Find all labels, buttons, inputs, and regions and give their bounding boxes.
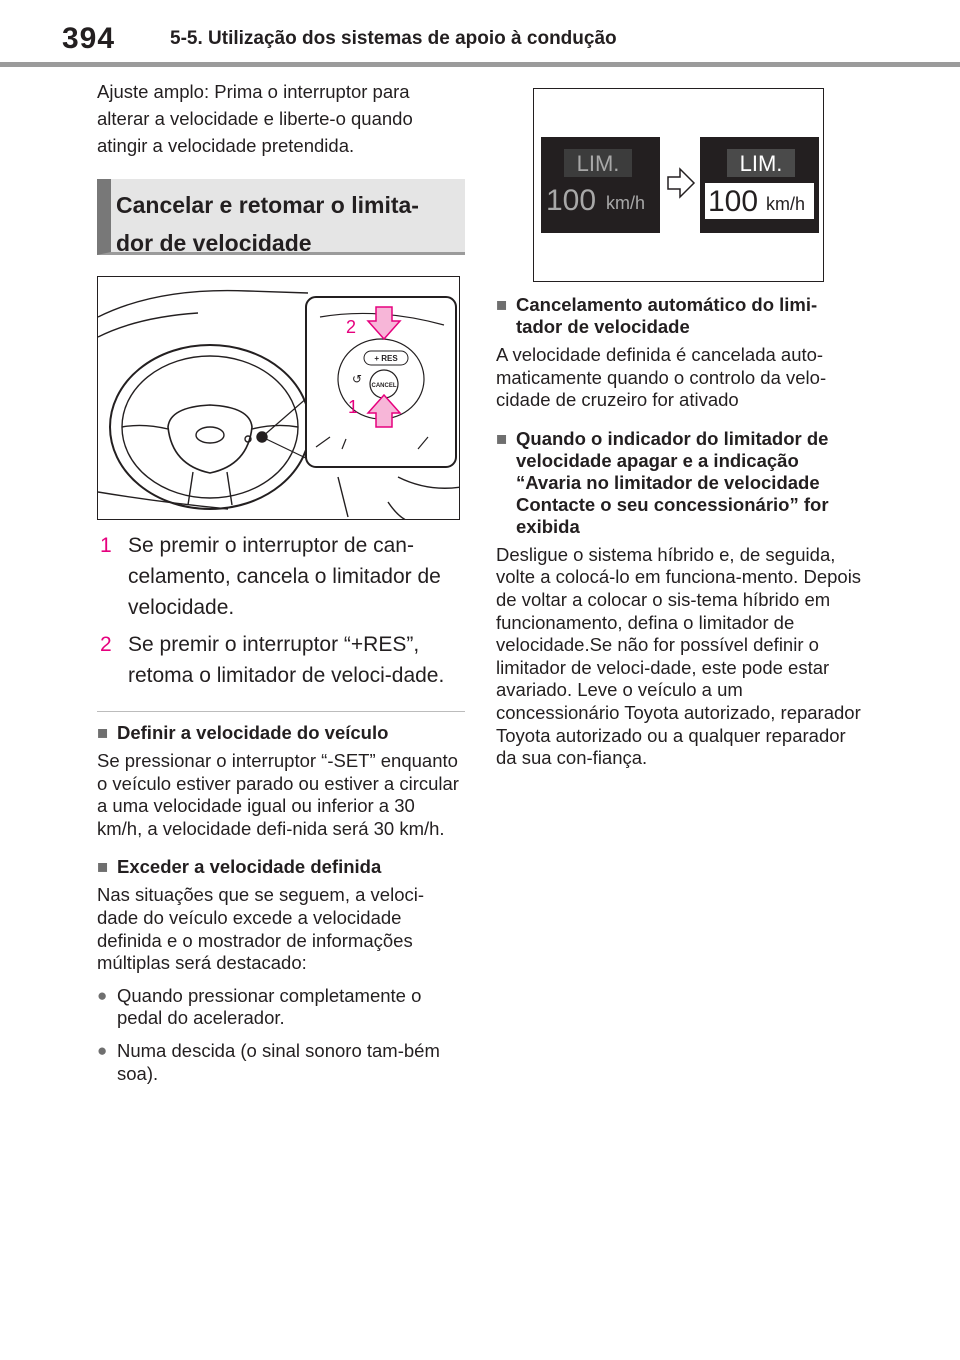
list-item: [97, 985, 465, 1030]
cancel-label: CANCEL: [371, 383, 397, 389]
steering-wheel-illustration: [98, 277, 460, 520]
subheading-definir: [97, 722, 465, 744]
paragraph: A velocidade definida é cancelada auto-maticamente quando o controlo da velo-cidade de cruzeiro for ativado: [496, 344, 827, 411]
res-label: + RES: [374, 354, 398, 363]
subheading-text: Definir a velocidade do veículo: [117, 722, 389, 743]
bullet-text: Quando pressionar completamente o pedal do acelerador.: [117, 984, 422, 1029]
left-column: [97, 78, 465, 1085]
subheading-text: Exceder a velocidade definida: [117, 856, 382, 878]
round-bullet-icon: ●: [97, 1040, 108, 1060]
unit-dim: km/h: [606, 193, 646, 213]
section-banner: [97, 179, 465, 255]
square-bullet-icon: ■: [496, 427, 508, 449]
round-bullet-icon: ●: [97, 985, 108, 1005]
speed-limiter-display: [534, 89, 825, 283]
steering-wheel-figure: [97, 276, 460, 520]
section-banner-line-2: dor de velocidade: [116, 230, 312, 256]
section-title: 5-5. Utilização dos sistemas de apoio à condução: [170, 28, 617, 49]
paragraph: Desligue o sistema híbrido e, de seguida, volte a colocá-lo em funciona-mento. Depois de voltar a colocar o sis-tema híbrido em funcionamento, defina o limitador de velocidade.Se não for possível definir o limitador de veloci-dade, este pode estar avariado. Leve o veículo a um concessionário Toyota autorizado, reparador Toyota autorizado ou a qualquer reparador da sua con-fiança.: [496, 543, 862, 769]
callout-2: 2: [346, 317, 357, 337]
page-header: [0, 0, 960, 66]
subheading-cancelamento: [496, 294, 862, 338]
callout-1: 1: [348, 397, 359, 417]
list-item: [97, 629, 465, 691]
bullet-text: Numa descida (o sinal sonoro tam-bém soa).: [117, 1039, 440, 1084]
lim-label-dim: LIM.: [576, 151, 620, 176]
divider: [97, 711, 465, 712]
paragraph: Se pressionar o interruptor “-SET” enquanto o veículo estiver parado ou estiver a circular a uma velocidade igual ou inferior a 30 km/h, a velocidade defi-nida será 30 km/h.: [97, 750, 459, 839]
intro-paragraph: Ajuste amplo: Prima o interruptor para alterar a velocidade e liberte-o quando atingir a velocidade pretendida.: [97, 81, 413, 156]
step-text: Se premir o interruptor “+RES”, retoma o limitador de veloci-dade.: [128, 633, 445, 687]
step-number: 1: [100, 534, 112, 557]
cruise-icon: ↺: [352, 372, 363, 386]
list-item: [97, 530, 465, 623]
section-banner-title: [116, 186, 419, 262]
section-banner-line-1: Cancelar e retomar o limita-: [116, 192, 419, 218]
speed-limiter-display-figure: [533, 88, 824, 282]
page-number: 394: [62, 22, 116, 55]
step-number: 2: [100, 633, 112, 656]
lim-label: LIM.: [739, 151, 783, 176]
subheading-indicador: [496, 428, 862, 538]
unit: km/h: [766, 194, 806, 214]
square-bullet-icon: ■: [97, 856, 109, 878]
subheading-text: Cancelamento automático do limi-tador de velocidade: [516, 294, 818, 337]
right-outline-arrow-icon: [668, 169, 694, 197]
step-list: [97, 530, 465, 691]
list-item: [97, 1040, 465, 1085]
step-text: Se premir o interruptor de can-celamento, cancela o limitador de velocidade.: [128, 534, 441, 619]
speed-value-dim: 100: [546, 184, 597, 217]
square-bullet-icon: ■: [496, 294, 508, 315]
subheading-exceder: [97, 856, 465, 878]
speed-value: 100: [708, 185, 759, 218]
right-column: [496, 88, 862, 770]
square-bullet-icon: ■: [97, 722, 109, 743]
header-rule: [0, 62, 960, 67]
paragraph: Nas situações que se seguem, a veloci-dade do veículo excede a velocidade definida e o mostrador de informações múltiplas será destacado:: [97, 884, 425, 974]
subheading-text: Quando o indicador do limitador de velocidade apagar e a indicação “Avaria no limitador de velocidade Contacte o seu concessionário” for exibida: [516, 427, 829, 537]
